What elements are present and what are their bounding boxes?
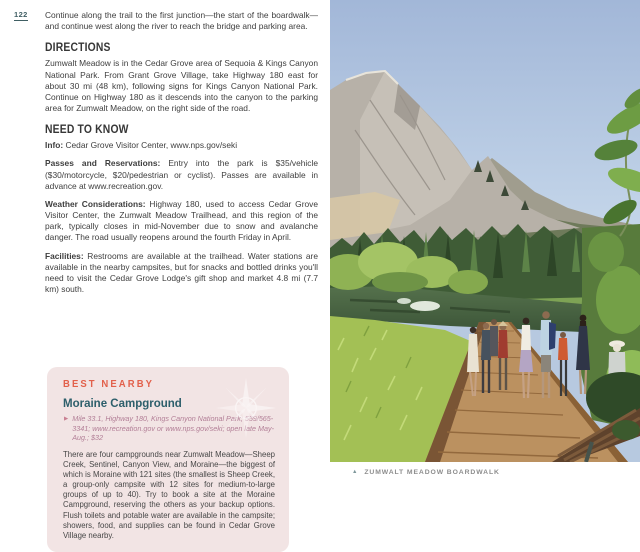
info-text: Cedar Grove Visitor Center, www.nps.gov/seki [65, 140, 238, 151]
need-to-know-heading: NEED TO KNOW [45, 124, 129, 137]
intro-paragraph: Continue along the trail to the first junction—the start of the boardwalk—and continue west along the river to reach the bridge and parking area. [45, 10, 318, 32]
weather-text: Highway 180, used to access Cedar Grove Visitor Center, the Zumwalt Meadow Trailhead, and this region of the park, typically closes in mid-November due to snow and avalanche danger. The road usually reopens around the fourth Friday in April. [45, 198, 318, 243]
photo-column [330, 0, 640, 498]
weather-item [45, 199, 318, 244]
info-label: Info: [45, 140, 64, 151]
best-nearby-heading: BEST NEARBY [63, 379, 155, 391]
campground-paragraph: There are four campgrounds near Zumwalt Meadow—Sheep Creek, Sentinel, Canyon View, and Moraine—the biggest of which is Moraine with 121 sites (the smallest is Sheep Creek, a group-only campsite with 12 sites for medium-to-large groups of up to 40). Try to book a site at the Moraine Campground, reserving the others as your backup options. Flush toilets and potable water are available in the campsite; showers, food, and supplies can be found in Cedar Grove Village nearby. [63, 449, 275, 540]
photo-caption [352, 469, 640, 476]
facilities-label: Facilities: [45, 250, 84, 261]
info-item [45, 140, 318, 151]
passes-text: Entry into the park is $35/vehicle ($30/motorcycle, $20/pedestrian or cyclist). Passes are available in advance at www.recreation.gov. [45, 158, 318, 191]
weather-label: Weather Considerations: [45, 198, 146, 209]
facilities-item [45, 251, 318, 296]
directions-paragraph: Zumwalt Meadow is in the Cedar Grove area of Sequoia & Kings Canyon National Park. From Grant Grove Village, take Highway 180 east for about 30 mi (48 km), following signs for Kings Canyon National Park. Continue on Highway 180 as it descends into the canyon to the parking area for Zumwalt Meadow, on the right side of the road. [45, 58, 318, 114]
caption-text: ZUMWALT MEADOW BOARDWALK [364, 469, 500, 476]
campground-details-text: Mile 33.1, Highway 180, Kings Canyon National Park; 559/565-3341; www.recreation.gov or www.nps.gov/seki; open late May-Aug.; $32 [72, 414, 274, 443]
campground-title: Moraine Campground [63, 398, 182, 411]
zumwalt-meadow-photo [330, 0, 640, 462]
page-number: 122 [14, 10, 28, 19]
passes-label: Passes and Reservations: [45, 158, 161, 169]
facilities-text: Restrooms are available at the trailhead. Water stations are available in the nearby campsites, but for snacks and bottled drinks you'll need to visit the Cedar Grove Lodge's gift shop and market 4.8 mi (7.7 km) south. [45, 250, 319, 295]
passes-item [45, 158, 318, 192]
caption-triangle-icon: ▲ [352, 468, 359, 475]
arrow-bullet-icon: ▶ [64, 415, 69, 422]
best-nearby-box [47, 367, 289, 552]
directions-heading: DIRECTIONS [45, 42, 111, 55]
